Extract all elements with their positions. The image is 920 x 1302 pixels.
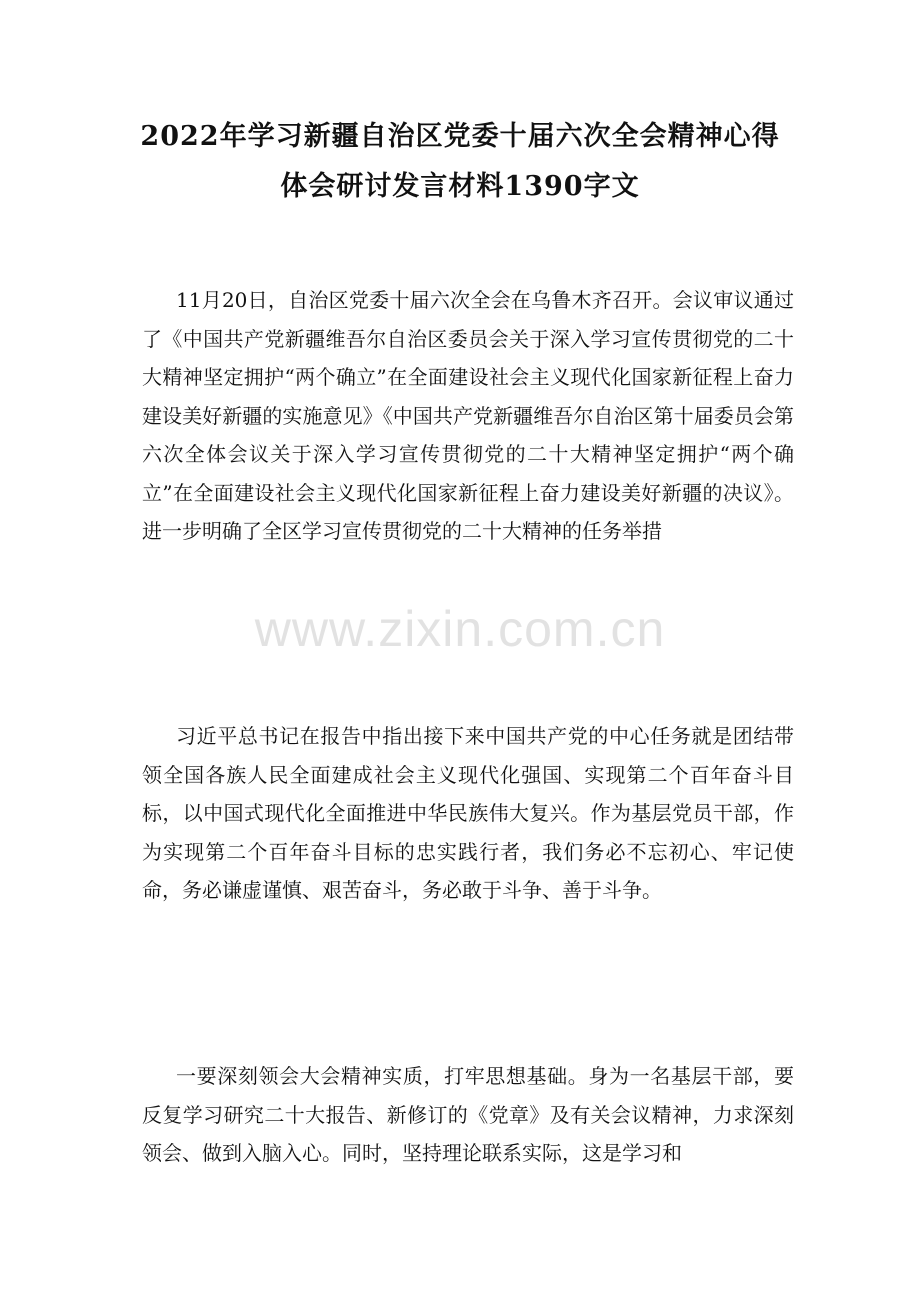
paragraph-3: 一要深刻领会大会精神实质，打牢思想基础。身为一名基层干部，要反复学习研究二十大报告、新修订的《党章》及有关会议精神，力求深刻领会、做到入脑入心。同时，坚持理论联系实际，这是学习和 bbox=[142, 1064, 794, 1165]
paragraph-1: 11月20日，自治区党委十届六次全会在乌鲁木齐召开。会议审议通过了《中国共产党新疆维吾尔自治区委员会关于深入学习宣传贯彻党的二十大精神坚定拥护“两个确立”在全面建设社会主义现代化国家新征程上奋力建设美好新疆的实施意见》《中国共产党新疆维吾尔自治区第十届委员会第六次全体会议关于深入学习宣传贯彻党的二十大精神坚定拥护“两个确立”在全面建设社会主义现代化国家新征程上奋力建设美好新疆的决议》。进一步明确了全区学习宣传贯彻党的二十大精神的任务举措 bbox=[142, 288, 794, 543]
watermark: www.zixin.com.cn bbox=[254, 601, 666, 657]
document-title bbox=[120, 112, 800, 212]
paragraph-2: 习近平总书记在报告中指出接下来中国共产党的中心任务就是团结带领全国各族人民全面建成社会主义现代化强国、实现第二个百年奋斗目标，以中国式现代化全面推进中华民族伟大复兴。作为基层党员干部，作为实现第二个百年奋斗目标的忠实践行者，我们务必不忘初心、牢记使命，务必谦虚谨慎、艰苦奋斗，务必敢于斗争、善于斗争。 bbox=[142, 724, 794, 902]
title-line-1: 2022年学习新疆自治区党委十届六次全会精神心得 bbox=[140, 121, 780, 152]
title-line-2: 体会研讨发言材料1390字文 bbox=[280, 171, 640, 202]
